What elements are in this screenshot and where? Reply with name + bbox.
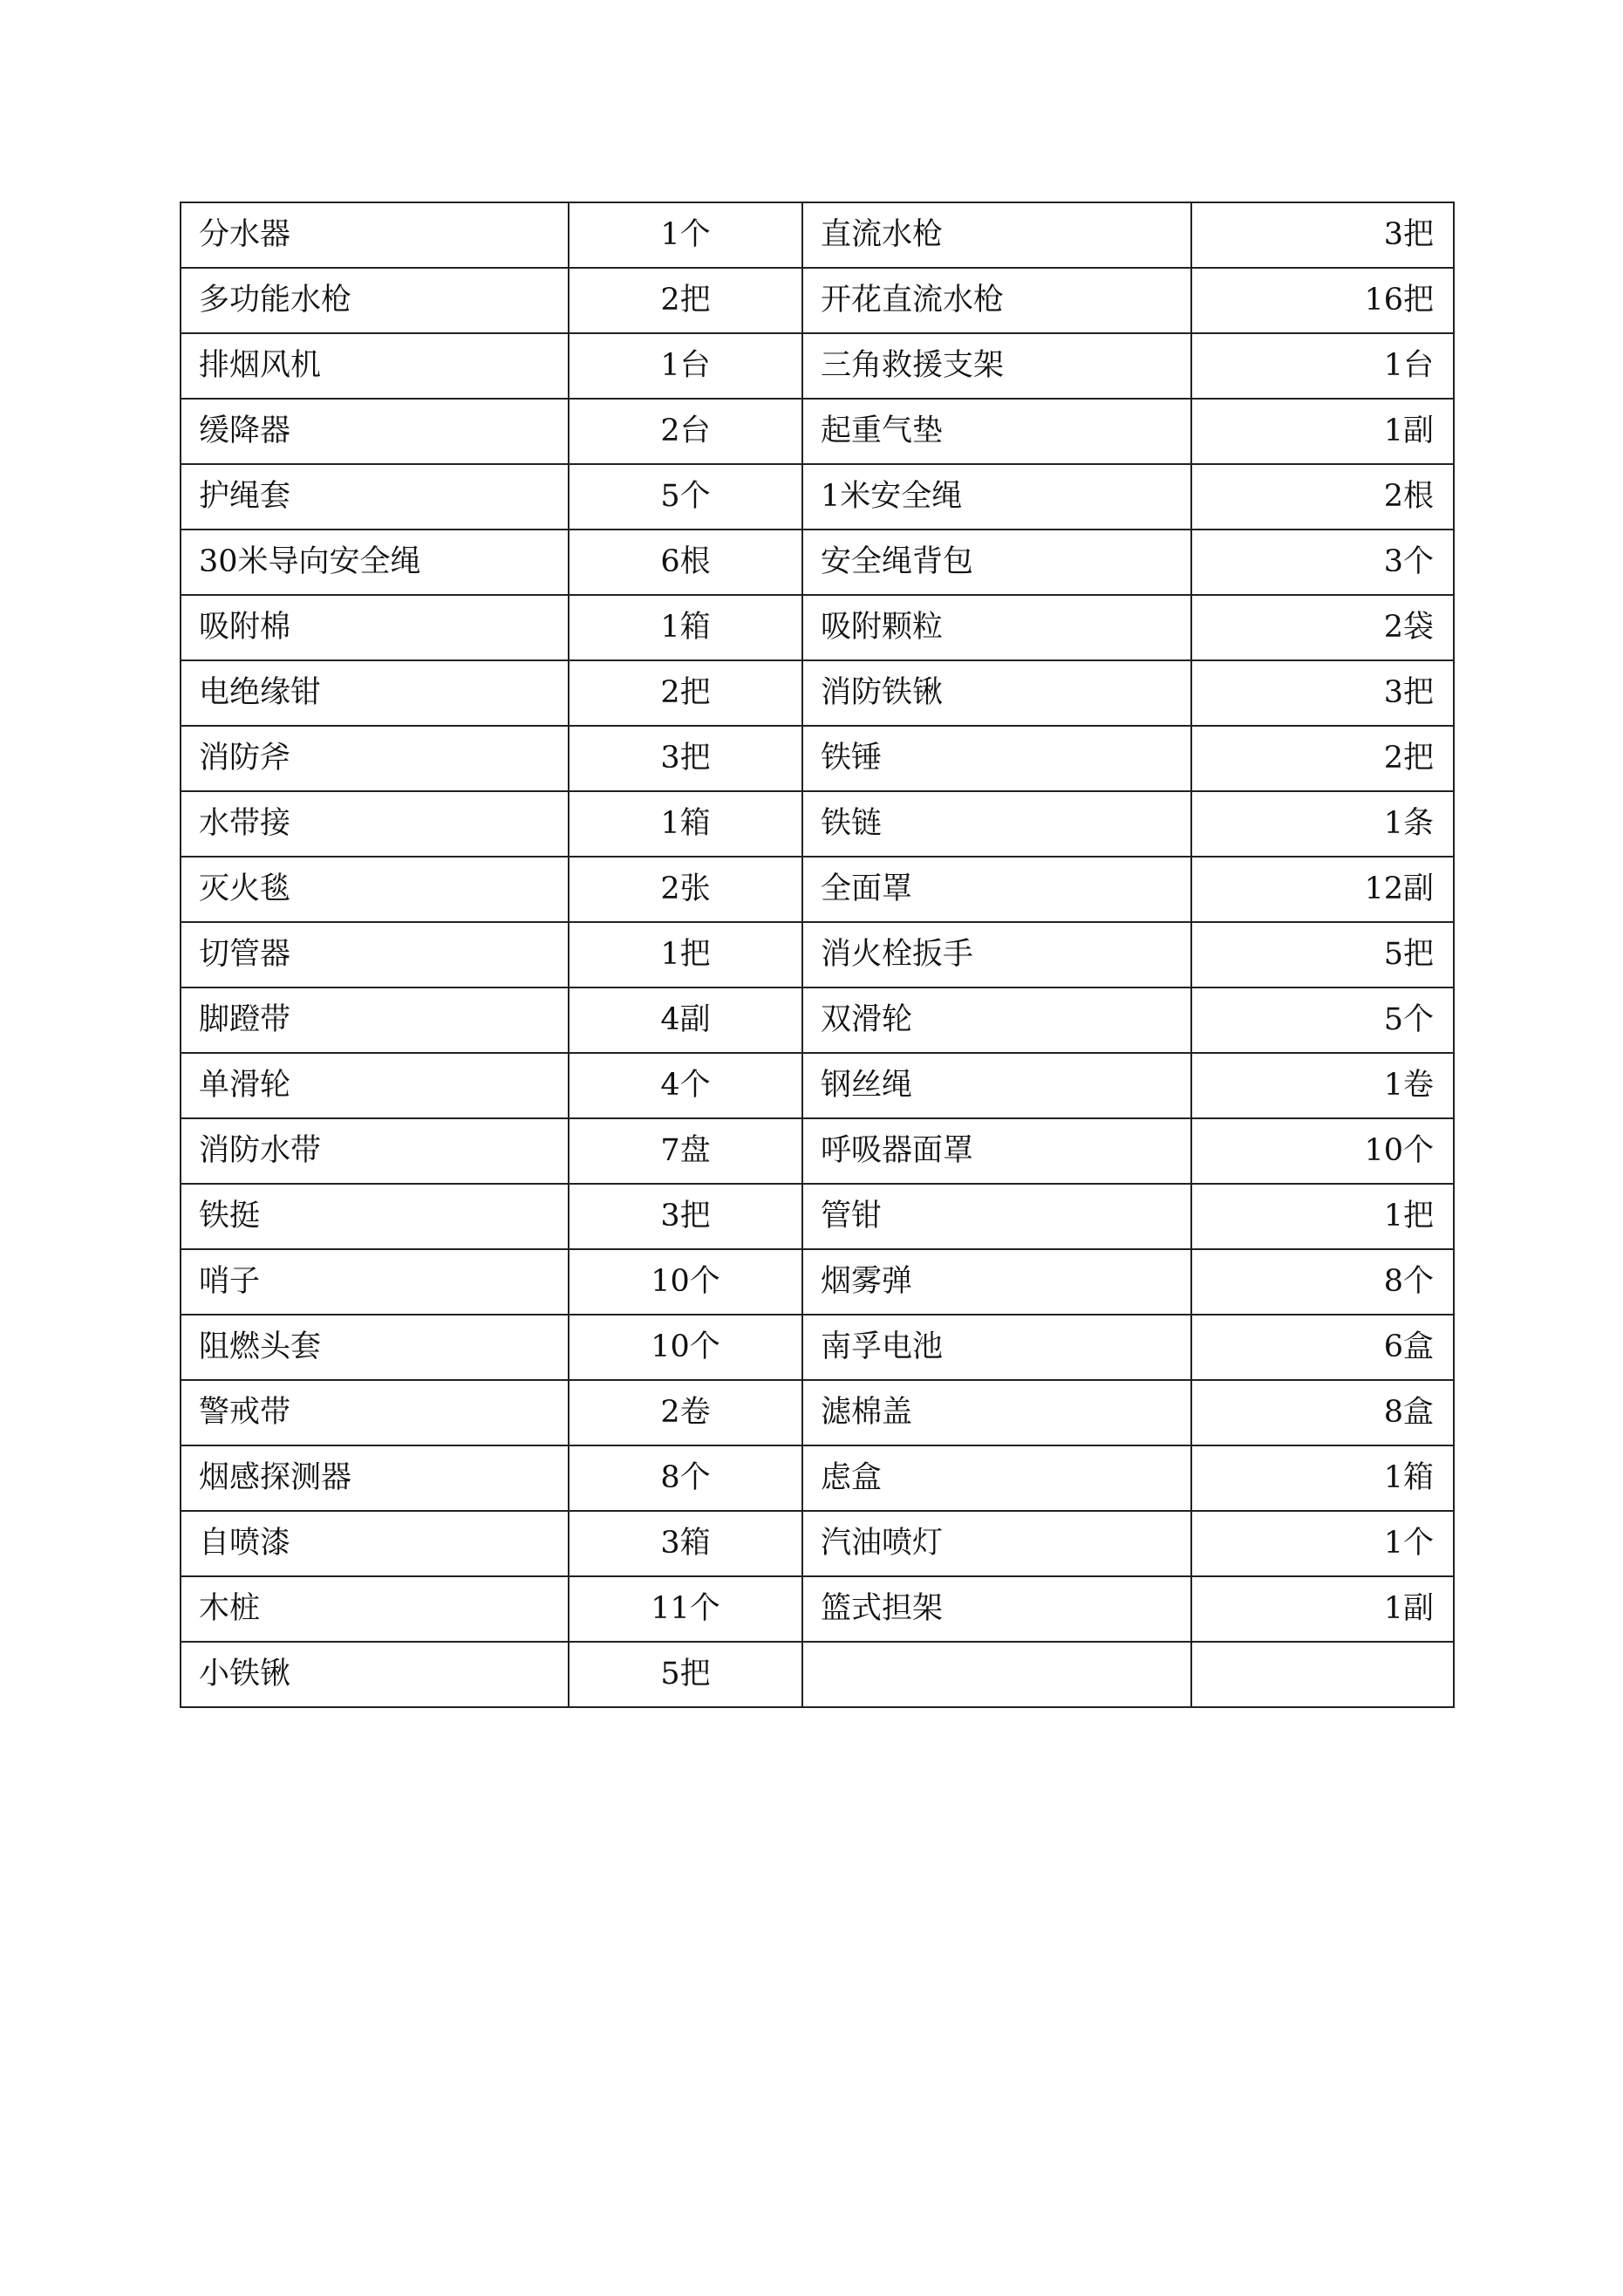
item-name-cell: 呼吸器面罩 [802, 1118, 1191, 1184]
table-row [181, 1576, 1454, 1642]
item-name-cell: 直流水枪 [802, 202, 1191, 268]
item-quantity-cell: 5把 [569, 1642, 802, 1707]
table-row [181, 399, 1454, 464]
table-row [181, 1118, 1454, 1184]
item-quantity-cell: 3把 [569, 726, 802, 791]
item-name-cell: 分水器 [181, 202, 569, 268]
table-row [181, 1445, 1454, 1511]
item-quantity-cell: 8盒 [1191, 1380, 1454, 1445]
item-quantity-cell: 11个 [569, 1576, 802, 1642]
table-row [181, 1511, 1454, 1576]
table-row [181, 1380, 1454, 1445]
item-name-cell: 铁链 [802, 791, 1191, 857]
item-name-cell: 开花直流水枪 [802, 268, 1191, 333]
item-name-cell: 消防斧 [181, 726, 569, 791]
item-quantity-cell: 2台 [569, 399, 802, 464]
item-name-cell: 消火栓扳手 [802, 922, 1191, 987]
item-quantity-cell: 6根 [569, 530, 802, 595]
item-quantity-cell: 1把 [569, 922, 802, 987]
table-row [181, 987, 1454, 1053]
table-row [181, 268, 1454, 333]
item-name-cell: 烟雾弹 [802, 1249, 1191, 1315]
item-name-cell: 烟感探测器 [181, 1445, 569, 1511]
item-quantity-cell: 12副 [1191, 857, 1454, 922]
item-name-cell: 滤棉盖 [802, 1380, 1191, 1445]
item-name-cell: 三角救援支架 [802, 333, 1191, 399]
item-quantity-cell: 16把 [1191, 268, 1454, 333]
item-name-cell: 1米安全绳 [802, 464, 1191, 530]
item-name-cell: 汽油喷灯 [802, 1511, 1191, 1576]
item-quantity-cell: 3个 [1191, 530, 1454, 595]
item-quantity-cell: 5个 [569, 464, 802, 530]
item-quantity-cell: 3把 [1191, 660, 1454, 726]
item-quantity-cell: 8个 [569, 1445, 802, 1511]
item-name-cell: 护绳套 [181, 464, 569, 530]
item-quantity-cell: 10个 [1191, 1118, 1454, 1184]
item-quantity-cell: 1个 [1191, 1511, 1454, 1576]
item-quantity-cell: 7盘 [569, 1118, 802, 1184]
item-quantity-cell: 1副 [1191, 399, 1454, 464]
table-row [181, 660, 1454, 726]
item-quantity-cell: 5把 [1191, 922, 1454, 987]
table-row [181, 202, 1454, 268]
table-row [181, 922, 1454, 987]
item-quantity-cell: 4个 [569, 1053, 802, 1118]
item-quantity-cell: 10个 [569, 1249, 802, 1315]
item-name-cell: 吸附颗粒 [802, 595, 1191, 660]
item-name-cell: 单滑轮 [181, 1053, 569, 1118]
item-name-cell: 消防水带 [181, 1118, 569, 1184]
table-row [181, 1642, 1454, 1707]
item-name-cell: 钢丝绳 [802, 1053, 1191, 1118]
inventory-table-body [181, 202, 1454, 1707]
item-name-cell: 切管器 [181, 922, 569, 987]
item-quantity-cell: 1箱 [1191, 1445, 1454, 1511]
item-quantity-cell: 2把 [569, 660, 802, 726]
table-row [181, 1249, 1454, 1315]
item-quantity-cell: 1副 [1191, 1576, 1454, 1642]
item-quantity-cell: 1个 [569, 202, 802, 268]
item-name-cell: 安全绳背包 [802, 530, 1191, 595]
table-row [181, 1053, 1454, 1118]
item-quantity-cell: 3箱 [569, 1511, 802, 1576]
item-quantity-cell: 1台 [569, 333, 802, 399]
item-quantity-cell: 1箱 [569, 791, 802, 857]
item-quantity-cell: 6盒 [1191, 1315, 1454, 1380]
item-name-cell: 30米导向安全绳 [181, 530, 569, 595]
item-quantity-cell: 2卷 [569, 1380, 802, 1445]
item-name-cell: 自喷漆 [181, 1511, 569, 1576]
item-name-cell: 排烟风机 [181, 333, 569, 399]
item-name-cell: 脚蹬带 [181, 987, 569, 1053]
table-row [181, 595, 1454, 660]
table-row [181, 333, 1454, 399]
item-name-cell: 铁锤 [802, 726, 1191, 791]
item-quantity-cell: 1条 [1191, 791, 1454, 857]
item-name-cell: 全面罩 [802, 857, 1191, 922]
item-name-cell: 哨子 [181, 1249, 569, 1315]
table-row [181, 726, 1454, 791]
equipment-inventory-table [180, 202, 1455, 1708]
item-name-cell: 虑盒 [802, 1445, 1191, 1511]
item-quantity-cell: 2把 [1191, 726, 1454, 791]
item-name-cell: 南孚电池 [802, 1315, 1191, 1380]
item-name-cell: 铁挺 [181, 1184, 569, 1249]
item-name-cell: 木桩 [181, 1576, 569, 1642]
item-quantity-cell: 8个 [1191, 1249, 1454, 1315]
item-quantity-cell: 1台 [1191, 333, 1454, 399]
item-quantity-cell: 2张 [569, 857, 802, 922]
item-name-cell: 缓降器 [181, 399, 569, 464]
table-row [181, 1315, 1454, 1380]
item-quantity-cell: 2袋 [1191, 595, 1454, 660]
item-name-cell: 双滑轮 [802, 987, 1191, 1053]
item-quantity-cell: 3把 [569, 1184, 802, 1249]
item-quantity-cell: 2根 [1191, 464, 1454, 530]
item-quantity-cell: 1把 [1191, 1184, 1454, 1249]
item-name-cell: 消防铁锹 [802, 660, 1191, 726]
item-name-cell: 阻燃头套 [181, 1315, 569, 1380]
item-name-cell: 电绝缘钳 [181, 660, 569, 726]
item-name-cell: 起重气垫 [802, 399, 1191, 464]
item-name-cell: 水带接 [181, 791, 569, 857]
item-name-cell: 小铁锹 [181, 1642, 569, 1707]
item-name-cell [802, 1642, 1191, 1707]
table-row [181, 530, 1454, 595]
item-quantity-cell: 2把 [569, 268, 802, 333]
table-row [181, 464, 1454, 530]
item-name-cell: 管钳 [802, 1184, 1191, 1249]
table-row [181, 1184, 1454, 1249]
item-quantity-cell: 1卷 [1191, 1053, 1454, 1118]
item-quantity-cell: 3把 [1191, 202, 1454, 268]
item-name-cell: 多功能水枪 [181, 268, 569, 333]
item-name-cell: 警戒带 [181, 1380, 569, 1445]
item-quantity-cell: 10个 [569, 1315, 802, 1380]
item-name-cell: 吸附棉 [181, 595, 569, 660]
table-row [181, 857, 1454, 922]
item-quantity-cell [1191, 1642, 1454, 1707]
item-quantity-cell: 1箱 [569, 595, 802, 660]
item-quantity-cell: 4副 [569, 987, 802, 1053]
table-row [181, 791, 1454, 857]
item-quantity-cell: 5个 [1191, 987, 1454, 1053]
item-name-cell: 灭火毯 [181, 857, 569, 922]
item-name-cell: 篮式担架 [802, 1576, 1191, 1642]
